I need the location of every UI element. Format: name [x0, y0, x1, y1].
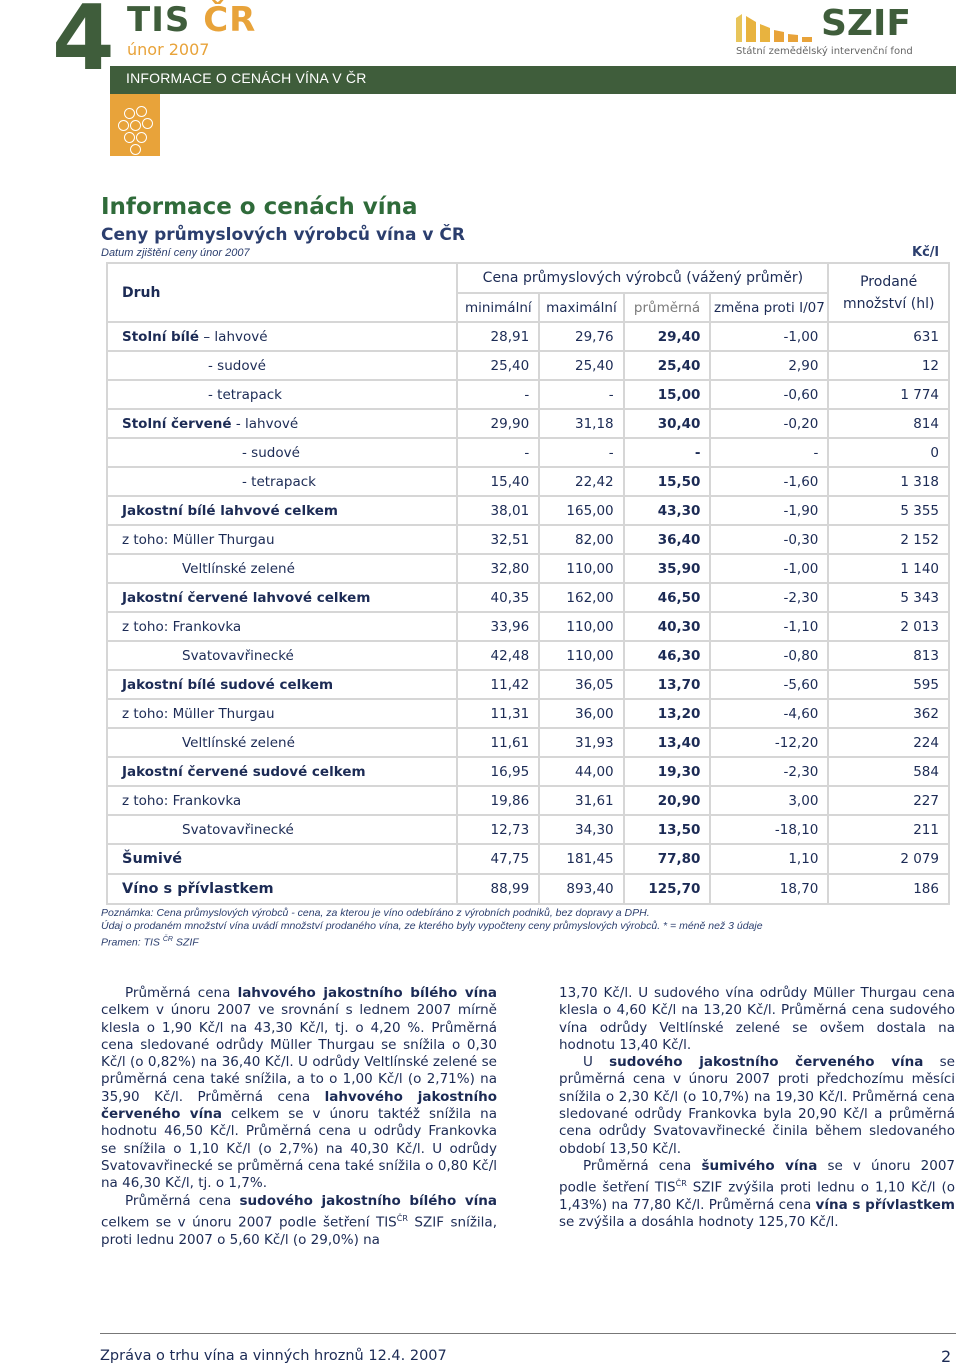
cell-min: 38,01	[457, 496, 539, 525]
cell-avg: 35,90	[624, 554, 711, 583]
cell-qty: 2 152	[828, 525, 949, 554]
table-row	[107, 351, 949, 380]
cell-change: -5,60	[710, 670, 828, 699]
section-title: INFORMACE O CENÁCH VÍNA V ČR	[126, 70, 367, 86]
cell-max: 110,00	[539, 641, 623, 670]
table-row	[107, 322, 949, 351]
cell-avg: 46,50	[624, 583, 711, 612]
cell-min: 11,42	[457, 670, 539, 699]
grape-icon	[110, 94, 160, 156]
cell-min: 47,75	[457, 844, 539, 874]
cell-qty: 2 079	[828, 844, 949, 874]
cell-max: 165,00	[539, 496, 623, 525]
cell-avg: 20,90	[624, 786, 711, 815]
szif-logo-text: SZIF	[821, 3, 912, 44]
footer-divider	[100, 1333, 956, 1334]
row-label: Víno s přívlastkem	[107, 874, 457, 904]
body-column-left	[101, 985, 497, 1249]
cell-change: -1,00	[710, 554, 828, 583]
paragraph: Průměrná cena šumivého vína se v únoru 2007 podle šetření $TIS^{ČR}$ SZIF zvýšila proti lednu o 1,10 Kč/l (o 1,43%) na 77,80 Kč/l. Průměrná cena vína s přívlastkem se zvýšila a dosáhla hodnoty 125,70 Kč/l.	[559, 1157, 956, 1231]
cell-qty: 2 013	[828, 612, 949, 641]
cell-avg: 77,80	[624, 844, 711, 874]
cell-change: -1,00	[710, 322, 828, 351]
table-row	[107, 874, 949, 904]
cell-qty: 362	[828, 699, 949, 728]
cell-change: -18,10	[710, 815, 828, 844]
row-label: z toho: Frankovka	[107, 612, 457, 641]
cell-max: 82,00	[539, 525, 623, 554]
table-row	[107, 844, 949, 874]
cell-max: 893,40	[539, 874, 623, 904]
cell-avg: 19,30	[624, 757, 711, 786]
cell-change: -0,80	[710, 641, 828, 670]
table-row	[107, 670, 949, 699]
row-label: Veltlínské zelené	[107, 728, 457, 757]
date-line: Datum zjištění ceny únor 2007	[101, 247, 250, 259]
cell-avg: 29,40	[624, 322, 711, 351]
cell-qty: 631	[828, 322, 949, 351]
table-row	[107, 554, 949, 583]
row-label: Svatovavřinecké	[107, 815, 457, 844]
issue-date: únor 2007	[127, 40, 210, 59]
cell-avg: 25,40	[624, 351, 711, 380]
price-table	[106, 262, 950, 905]
row-label: - sudové	[107, 351, 457, 380]
cell-avg: 36,40	[624, 525, 711, 554]
cell-qty: 0	[828, 438, 949, 467]
cell-max: 162,00	[539, 583, 623, 612]
row-label: Stolní červené - lahvové	[107, 409, 457, 438]
table-row	[107, 467, 949, 496]
cell-avg: 13,50	[624, 815, 711, 844]
row-label: z toho: Müller Thurgau	[107, 525, 457, 554]
cell-qty: 5 355	[828, 496, 949, 525]
row-label: - tetrapack	[107, 467, 457, 496]
cell-min: 32,80	[457, 554, 539, 583]
row-label: Stolní bílé – lahvové	[107, 322, 457, 351]
cell-avg: -	[624, 438, 711, 467]
cell-qty: 12	[828, 351, 949, 380]
cell-qty: 595	[828, 670, 949, 699]
cell-change: -0,30	[710, 525, 828, 554]
cell-change: 18,70	[710, 874, 828, 904]
cell-change: -2,30	[710, 757, 828, 786]
paragraph: U sudového jakostního červeného vína se průměrná cena v únoru 2007 proti předchozímu měsíci snížila o 2,30 Kč/l (o 10,7%) na 19,30 Kč/l. Průměrná cena sledované odrůdy Frankovka byla 20,90 Kč/l a průměrná cena odrůdy Svatovavřinecké činila během sledovaného období 13,50 Kč/l.	[559, 1054, 955, 1157]
footer-text: Zpráva o trhu vína a vinných hroznů 12.4. 2007	[100, 1348, 447, 1364]
szif-subtitle: Státní zemědělský intervenční fond	[736, 46, 913, 57]
table-row	[107, 786, 949, 815]
issue-number: 4	[52, 0, 115, 91]
table-row	[107, 583, 949, 612]
table-row	[107, 728, 949, 757]
cell-avg: 125,70	[624, 874, 711, 904]
price-group-header: Cena průmyslových výrobců (vážený průměr)	[457, 263, 828, 293]
table-row	[107, 612, 949, 641]
col-avg-header: průměrná	[624, 293, 711, 322]
note-line: Poznámka: Cena průmyslových výrobců - cena, za kterou je víno odebíráno z výrobních podniků, bez dopravy a DPH.	[101, 907, 650, 919]
cell-max: -	[539, 380, 623, 409]
cell-max: 29,76	[539, 322, 623, 351]
table-row	[107, 641, 949, 670]
cell-min: 42,48	[457, 641, 539, 670]
cell-avg: 40,30	[624, 612, 711, 641]
paragraph: 13,70 Kč/l. U sudového vína odrůdy Müller Thurgau cena klesla o 4,60 Kč/l na 13,20 Kč/l. Průměrná cena sudového vína odrůdy Veltlínské zelené se ovšem dostala na hodnotu 13,40 Kč/l.	[559, 985, 955, 1053]
cell-max: 36,05	[539, 670, 623, 699]
cell-avg: 15,00	[624, 380, 711, 409]
cell-avg: 13,20	[624, 699, 711, 728]
row-label: Jakostní bílé lahvové celkem	[107, 496, 457, 525]
paragraph: Průměrná cena lahvového jakostního bílého vína celkem v únoru 2007 ve srovnání s lednem 2007 mírně klesla o 1,90 Kč/l na 43,30 Kč/l, tj. o 4,20 %. Průměrná cena sledované odrůdy Müller Thurgau se snížila o 0,30 Kč/l (o 0,82%) na 36,40 Kč/l. U odrůdy Veltlínské zelené se průměrná cena také snížila, a to o 1,00 Kč/l (o 2,71%) na 35,90 Kč/l. Průměrná cena lahvového jakostního červeného vína celkem se v únoru taktéž snížila na hodnotu 46,50 Kč/l. Průměrná cena u odrůdy Frankovka se snížila o 1,10 Kč/l (o 2,7%) na 40,30 Kč/l. U odrůdy Svatovavřinecké se průměrná cena také snížila o 0,80 Kč/l na 46,30 Kč/l, tj. o 1,7%.	[101, 985, 497, 1192]
table-row	[107, 438, 949, 467]
cell-avg: 43,30	[624, 496, 711, 525]
row-label: - tetrapack	[107, 380, 457, 409]
table-notes	[101, 907, 941, 950]
cell-max: 31,18	[539, 409, 623, 438]
cell-change: -1,60	[710, 467, 828, 496]
table-row	[107, 699, 949, 728]
cell-qty: 5 343	[828, 583, 949, 612]
cell-qty: 1 774	[828, 380, 949, 409]
row-label: Jakostní červené lahvové celkem	[107, 583, 457, 612]
cell-qty: 211	[828, 815, 949, 844]
cell-change: -12,20	[710, 728, 828, 757]
col-change-header: změna proti I/07	[710, 293, 828, 322]
cell-min: 16,95	[457, 757, 539, 786]
cell-change: -2,30	[710, 583, 828, 612]
cell-max: 31,93	[539, 728, 623, 757]
cell-qty: 1 140	[828, 554, 949, 583]
paragraph: Průměrná cena sudového jakostního bílého vína celkem se v únoru 2007 podle šetření $TIS^{ČR}$ SZIF snížila, proti lednu 2007 o 5,60 Kč/l (o 29,0%) na	[101, 1192, 497, 1248]
body-column-right	[559, 985, 955, 1232]
row-label: z toho: Frankovka	[107, 786, 457, 815]
szif-logo-icon	[736, 12, 812, 42]
cell-avg: 13,70	[624, 670, 711, 699]
cell-min: 11,61	[457, 728, 539, 757]
col-druh-header: Druh	[107, 263, 457, 322]
cell-qty: 227	[828, 786, 949, 815]
row-label: z toho: Müller Thurgau	[107, 699, 457, 728]
row-label: Jakostní červené sudové celkem	[107, 757, 457, 786]
page-subtitle: Ceny průmyslových výrobců vína v ČR	[101, 225, 465, 245]
cell-avg: 30,40	[624, 409, 711, 438]
cell-change: -1,90	[710, 496, 828, 525]
note-line: Údaj o prodaném množství vína uvádí množství prodaného vína, ze kterého byly vypočteny ceny průmyslových výrobců. * = méně než 3 údaje	[101, 920, 763, 932]
cell-min: 15,40	[457, 467, 539, 496]
cell-max: 25,40	[539, 351, 623, 380]
cell-max: 22,42	[539, 467, 623, 496]
cell-qty: 186	[828, 874, 949, 904]
cell-change: 3,00	[710, 786, 828, 815]
cell-min: 25,40	[457, 351, 539, 380]
row-label: Jakostní bílé sudové celkem	[107, 670, 457, 699]
cell-avg: 15,50	[624, 467, 711, 496]
table-row	[107, 409, 949, 438]
cell-max: 36,00	[539, 699, 623, 728]
table-row	[107, 525, 949, 554]
table-row	[107, 815, 949, 844]
source-line: Pramen: TIS $^{ČR}$ SZIF	[101, 936, 199, 949]
cell-min: 33,96	[457, 612, 539, 641]
cell-change: -0,60	[710, 380, 828, 409]
cell-min: 29,90	[457, 409, 539, 438]
row-label: - sudové	[107, 438, 457, 467]
page-number: 2	[941, 1347, 952, 1366]
cell-change: 2,90	[710, 351, 828, 380]
cell-change: 1,10	[710, 844, 828, 874]
cell-qty: 1 318	[828, 467, 949, 496]
cell-change: -4,60	[710, 699, 828, 728]
cell-avg: 13,40	[624, 728, 711, 757]
cell-max: 34,30	[539, 815, 623, 844]
row-label: Svatovavřinecké	[107, 641, 457, 670]
col-max-header: maximální	[539, 293, 623, 322]
brand-logo: TIS ČR	[127, 0, 257, 40]
cell-min: 11,31	[457, 699, 539, 728]
cell-qty: 224	[828, 728, 949, 757]
unit-label: Kč/l	[912, 245, 939, 260]
cell-change: -1,10	[710, 612, 828, 641]
cell-max: 181,45	[539, 844, 623, 874]
cell-min: 40,35	[457, 583, 539, 612]
cell-qty: 813	[828, 641, 949, 670]
page-title: Informace o cenách vína	[101, 194, 418, 220]
cell-avg: 46,30	[624, 641, 711, 670]
cell-min: 12,73	[457, 815, 539, 844]
cell-qty: 814	[828, 409, 949, 438]
row-label: Veltlínské zelené	[107, 554, 457, 583]
cell-max: -	[539, 438, 623, 467]
cell-min: -	[457, 438, 539, 467]
cell-max: 110,00	[539, 554, 623, 583]
cell-max: 31,61	[539, 786, 623, 815]
cell-min: -	[457, 380, 539, 409]
cell-qty: 584	[828, 757, 949, 786]
col-qty-header: Prodané množství (hl)	[828, 263, 949, 322]
row-label: Šumivé	[107, 844, 457, 874]
cell-min: 88,99	[457, 874, 539, 904]
cell-max: 110,00	[539, 612, 623, 641]
table-row	[107, 757, 949, 786]
cell-max: 44,00	[539, 757, 623, 786]
table-row	[107, 380, 949, 409]
cell-min: 19,86	[457, 786, 539, 815]
cell-min: 32,51	[457, 525, 539, 554]
col-min-header: minimální	[457, 293, 539, 322]
cell-change: -	[710, 438, 828, 467]
cell-change: -0,20	[710, 409, 828, 438]
table-row	[107, 496, 949, 525]
cell-min: 28,91	[457, 322, 539, 351]
